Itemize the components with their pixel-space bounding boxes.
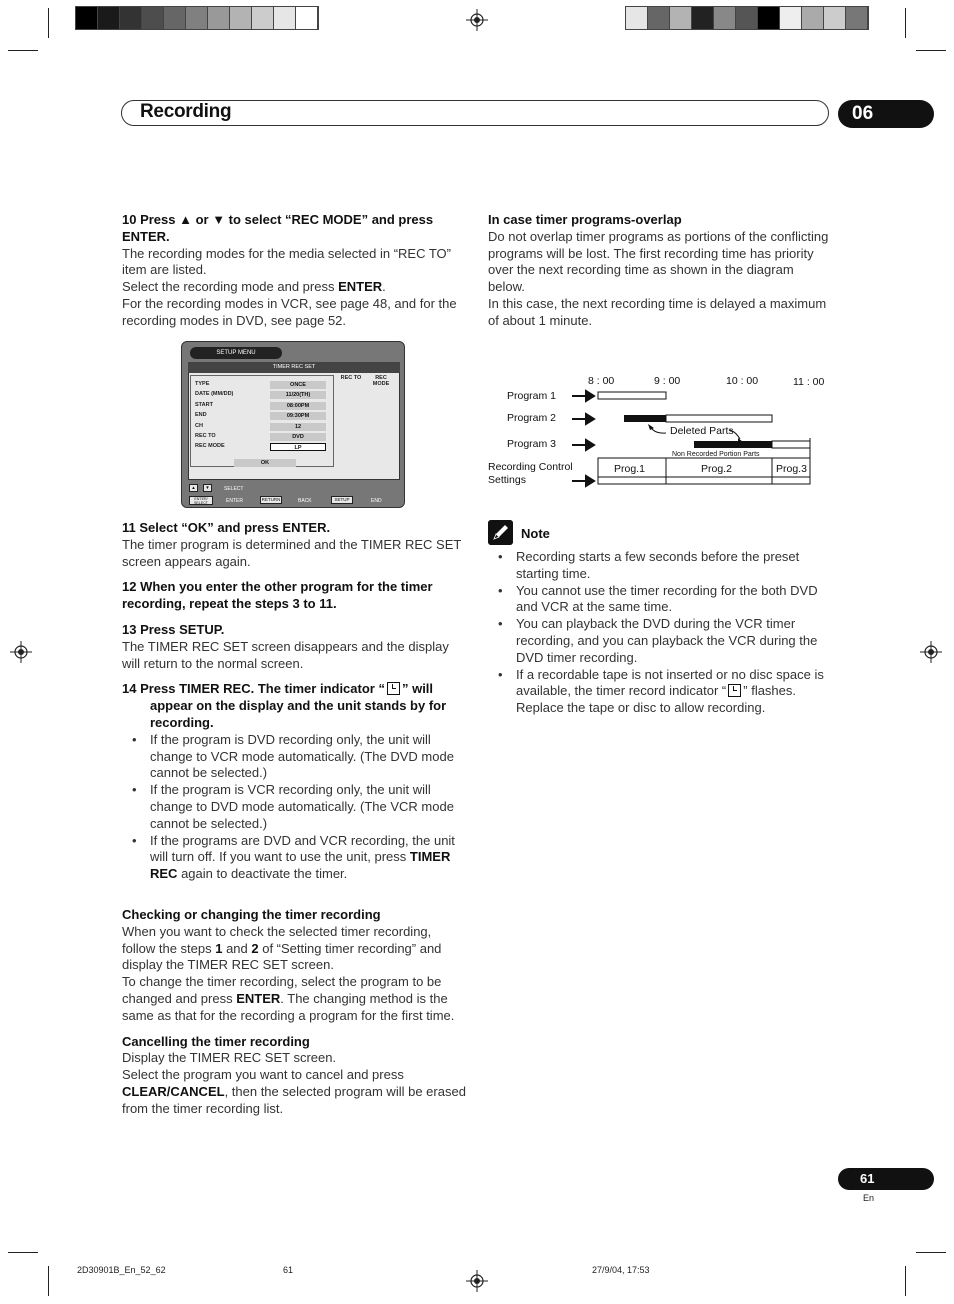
deleted-parts-label: Deleted Parts [670, 425, 734, 437]
menu-row-value: 09:30PM [270, 412, 326, 420]
step-13-text: The TIMER REC SET screen disappears and the display will return to the normal screen. [122, 638, 449, 671]
page-number: 61 [838, 1168, 934, 1190]
menu-ok-button: OK [234, 459, 296, 467]
crop-mark [48, 8, 49, 38]
note-list [488, 549, 833, 717]
timer-indicator-icon [728, 684, 741, 697]
menu-row-label: TYPE [195, 381, 210, 387]
menu-row-value: 12 [270, 423, 326, 431]
note-title: Note [521, 526, 550, 541]
step-10-text-2: Select the recording mode and press ENTER. [122, 279, 386, 295]
time-label: 11 : 00 [793, 376, 825, 388]
recording-control-label: Recording Control Settings [488, 461, 573, 486]
left-column-steps [122, 520, 467, 883]
color-bar-right [625, 6, 869, 30]
time-label: 8 : 00 [588, 375, 615, 387]
checking-text: When you want to check the selected timer recording, follow the steps 1 and 2 of “Setting timer recording” and display the TIMER REC SET screen. [122, 923, 442, 973]
crop-mark [48, 1266, 49, 1296]
menu-row-value: DVD [270, 433, 326, 441]
section-title: Recording [140, 101, 232, 122]
list-item: • If a recordable tape is not inserted or no disc space is available, the timer record indicator “ ” flashes. Replace the tape or disc to allow recording. [488, 667, 833, 717]
registration-mark-icon [466, 9, 488, 31]
menu-row-value-selected: LP [270, 443, 326, 451]
step-11-title: 11 Select “OK” and press ENTER. [122, 520, 331, 535]
cancelling-heading: Cancelling the timer recording [122, 1033, 310, 1049]
menu-row-label: END [195, 412, 207, 418]
menu-side-rec-to: REC TO [340, 375, 362, 381]
left-column-top [122, 212, 467, 330]
left-column-bottom [122, 907, 467, 1118]
overlap-text-2: In this case, the next recording time is delayed a maximum of about 1 minute. [488, 295, 827, 328]
language-code: En [863, 1193, 875, 1203]
step-10-text: The recording modes for the media selected in “REC TO” item are listed. [122, 245, 451, 278]
key-guide-enter: ENTER [226, 498, 243, 504]
menu-row-label: DATE (MM/DD) [195, 391, 234, 397]
registration-mark-icon [920, 641, 942, 663]
list-item: • If the programs are DVD and VCR recording, the unit will turn off. If you want to use the unit, press TIMER REC again to deactivate the timer. [122, 833, 467, 883]
time-label: 10 : 00 [726, 375, 759, 387]
menu-row-value: 11/20(TH) [270, 391, 326, 399]
crop-mark [8, 1252, 38, 1253]
overlap-text: Do not overlap timer programs as portions of the conflicting programs will be lost. The first recording time has priority over the next recording time as shown in the diagram below. [488, 228, 829, 295]
menu-row-label: REC MODE [195, 443, 225, 449]
list-item: • You can playback the DVD during the VCR timer recording, and you can playback the VCR during the DVD timer recording. [488, 616, 833, 666]
step-14-title: 14 Press TIMER REC. The timer indicator “ ” will appear on the display and the unit stands by for recording. [122, 681, 447, 730]
step-12-title: 12 When you enter the other program for the timer recording, repeat the steps 3 to 11. [122, 579, 433, 612]
key-guide-end: END [371, 498, 382, 504]
menu-row-value: 08:00PM [270, 402, 326, 410]
menu-key-guide [187, 482, 401, 506]
chapter-badge: 06 [838, 100, 934, 128]
time-label: 9 : 00 [654, 375, 681, 387]
down-arrow-icon: ▼ [203, 484, 212, 492]
non-recorded-label: Non Recorded Portion Parts [672, 451, 760, 458]
menu-row-value: ONCE [270, 381, 326, 389]
setup-menu-tab: SETUP MENU [190, 347, 282, 359]
checking-heading: Checking or changing the timer recording [122, 907, 381, 922]
registration-mark-icon [10, 641, 32, 663]
print-code: 2D30901B_En_52_62 [77, 1265, 166, 1275]
checking-text-2: To change the timer recording, select the program to be changed and press ENTER. The changing method is the same as that for the recording a program for the first time. [122, 974, 455, 1023]
menu-row-label: CH [195, 423, 203, 429]
crop-mark [905, 1266, 906, 1296]
prog-label: Prog.1 [614, 463, 645, 475]
menu-row-label: REC TO [195, 433, 216, 439]
step-11-text: The timer program is determined and the TIMER REC SET screen appears again. [122, 536, 462, 569]
crop-mark [916, 1252, 946, 1253]
overlap-heading: In case timer programs-overlap [488, 212, 682, 227]
crop-mark [8, 50, 38, 51]
print-date: 27/9/04, 17:53 [592, 1265, 650, 1275]
timer-indicator-icon [387, 682, 400, 695]
prog-label: Prog.3 [776, 463, 807, 475]
step-14-bullets [122, 732, 467, 883]
step-10-title: 10 Press ▲ or ▼ to select “REC MODE” and press ENTER. [122, 212, 434, 244]
key-enter-select: ENTER/ SELECT [189, 496, 213, 505]
cancelling-text-2: Select the program you want to cancel and press CLEAR/CANCEL, then the selected program will be erased from the timer recording list. [122, 1067, 466, 1116]
color-bar-left [75, 6, 319, 30]
crop-mark [905, 8, 906, 38]
key-setup: SETUP [331, 496, 353, 504]
list-item: • If the program is VCR recording only, the unit will change to DVD mode automatically. (The VCR mode cannot be selected.) [122, 782, 467, 832]
up-arrow-icon: ▲ [189, 484, 198, 492]
list-item: • If the program is DVD recording only, the unit will change to VCR mode automatically. (The DVD mode cannot be selected.) [122, 732, 467, 782]
print-folio: 61 [283, 1265, 294, 1275]
registration-mark-icon [466, 1270, 488, 1292]
list-item: • Recording starts a few seconds before the preset starting time. [488, 549, 833, 583]
menu-row-label: START [195, 402, 213, 408]
cancelling-text: Display the TIMER REC SET screen. [122, 1050, 337, 1066]
step-10-text-3: For the recording modes in VCR, see page 48, and for the recording modes in DVD, see page 52. [122, 295, 457, 328]
timer-rec-set-title: TIMER REC SET [188, 362, 400, 373]
key-return: RETURN [261, 497, 281, 502]
crop-mark [916, 50, 946, 51]
list-item: • You cannot use the timer recording for the both DVD and VCR at the same time. [488, 583, 833, 617]
program-row-label: Program 3 [507, 438, 557, 450]
key-guide-select: SELECT [224, 486, 244, 492]
menu-side-rec-mode: REC MODE [372, 375, 390, 387]
program-row-label: Program 1 [507, 390, 557, 402]
program-row-label: Program 2 [507, 412, 557, 424]
step-13-title: 13 Press SETUP. [122, 621, 225, 637]
note-pencil-icon [488, 520, 513, 545]
prog-label: Prog.2 [701, 463, 732, 475]
key-guide-back: BACK [298, 498, 312, 504]
right-column-top [488, 212, 833, 330]
